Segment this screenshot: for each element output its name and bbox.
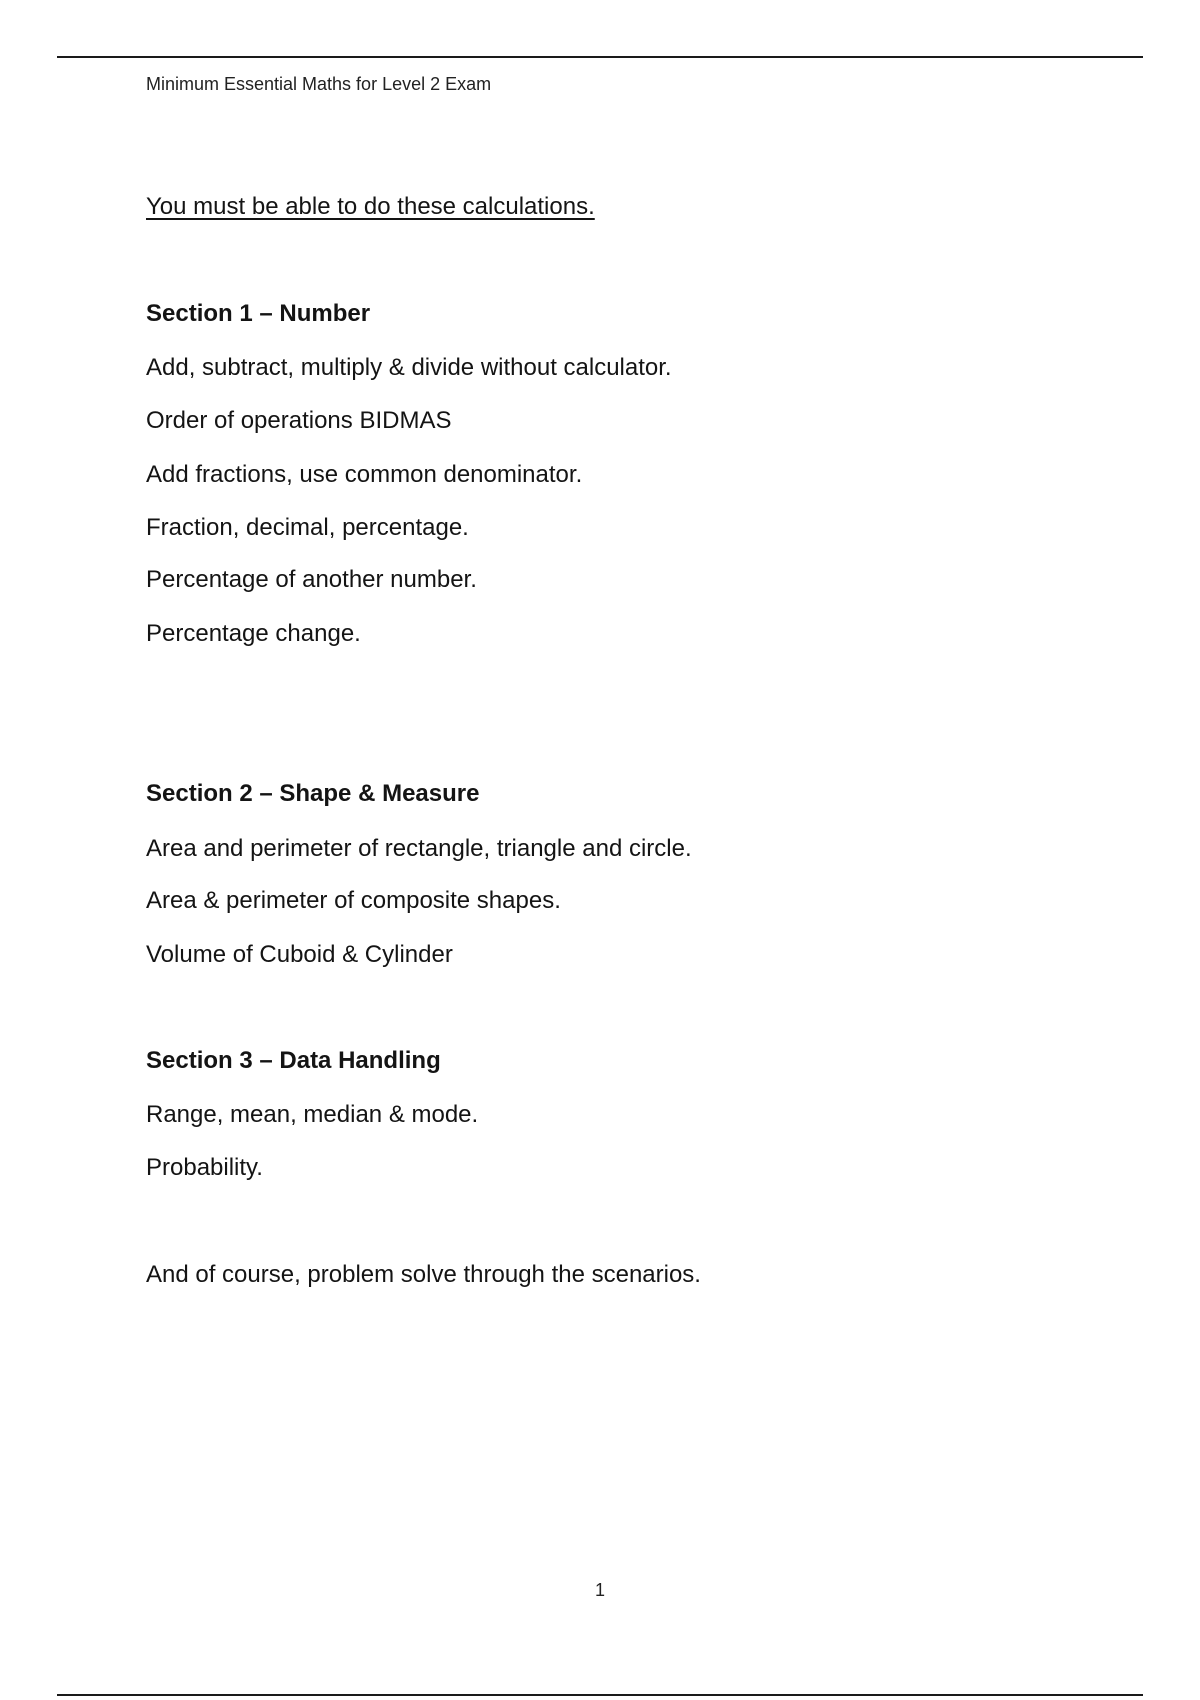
- section-2-title: Section 2 – Shape & Measure: [146, 780, 480, 807]
- section-1-item: Add fractions, use common denominator.: [146, 461, 583, 488]
- section-1-item: Add, subtract, multiply & divide without calculator.: [146, 354, 672, 381]
- section-1-item: Percentage change.: [146, 620, 361, 647]
- closing-text: And of course, problem solve through the scenarios.: [146, 1261, 701, 1288]
- document-header: Minimum Essential Maths for Level 2 Exam: [146, 74, 492, 94]
- header-rule: [57, 56, 1143, 58]
- section-1-title: Section 1 – Number: [146, 300, 371, 327]
- page-number: 1: [594, 1580, 605, 1600]
- section-2-item: Volume of Cuboid & Cylinder: [146, 941, 453, 968]
- intro-text: You must be able to do these calculations.: [146, 193, 595, 220]
- section-1-item: Fraction, decimal, percentage.: [146, 514, 469, 541]
- section-1-item: Percentage of another number.: [146, 566, 477, 593]
- section-3-item: Probability.: [146, 1154, 263, 1181]
- section-1-item: Order of operations BIDMAS: [146, 407, 452, 434]
- section-2-item: Area & perimeter of composite shapes.: [146, 887, 561, 914]
- footer-rule: [57, 1694, 1143, 1696]
- section-3-item: Range, mean, median & mode.: [146, 1101, 479, 1128]
- section-2-item: Area and perimeter of rectangle, triangle and circle.: [146, 835, 692, 862]
- section-3-title: Section 3 – Data Handling: [146, 1047, 441, 1074]
